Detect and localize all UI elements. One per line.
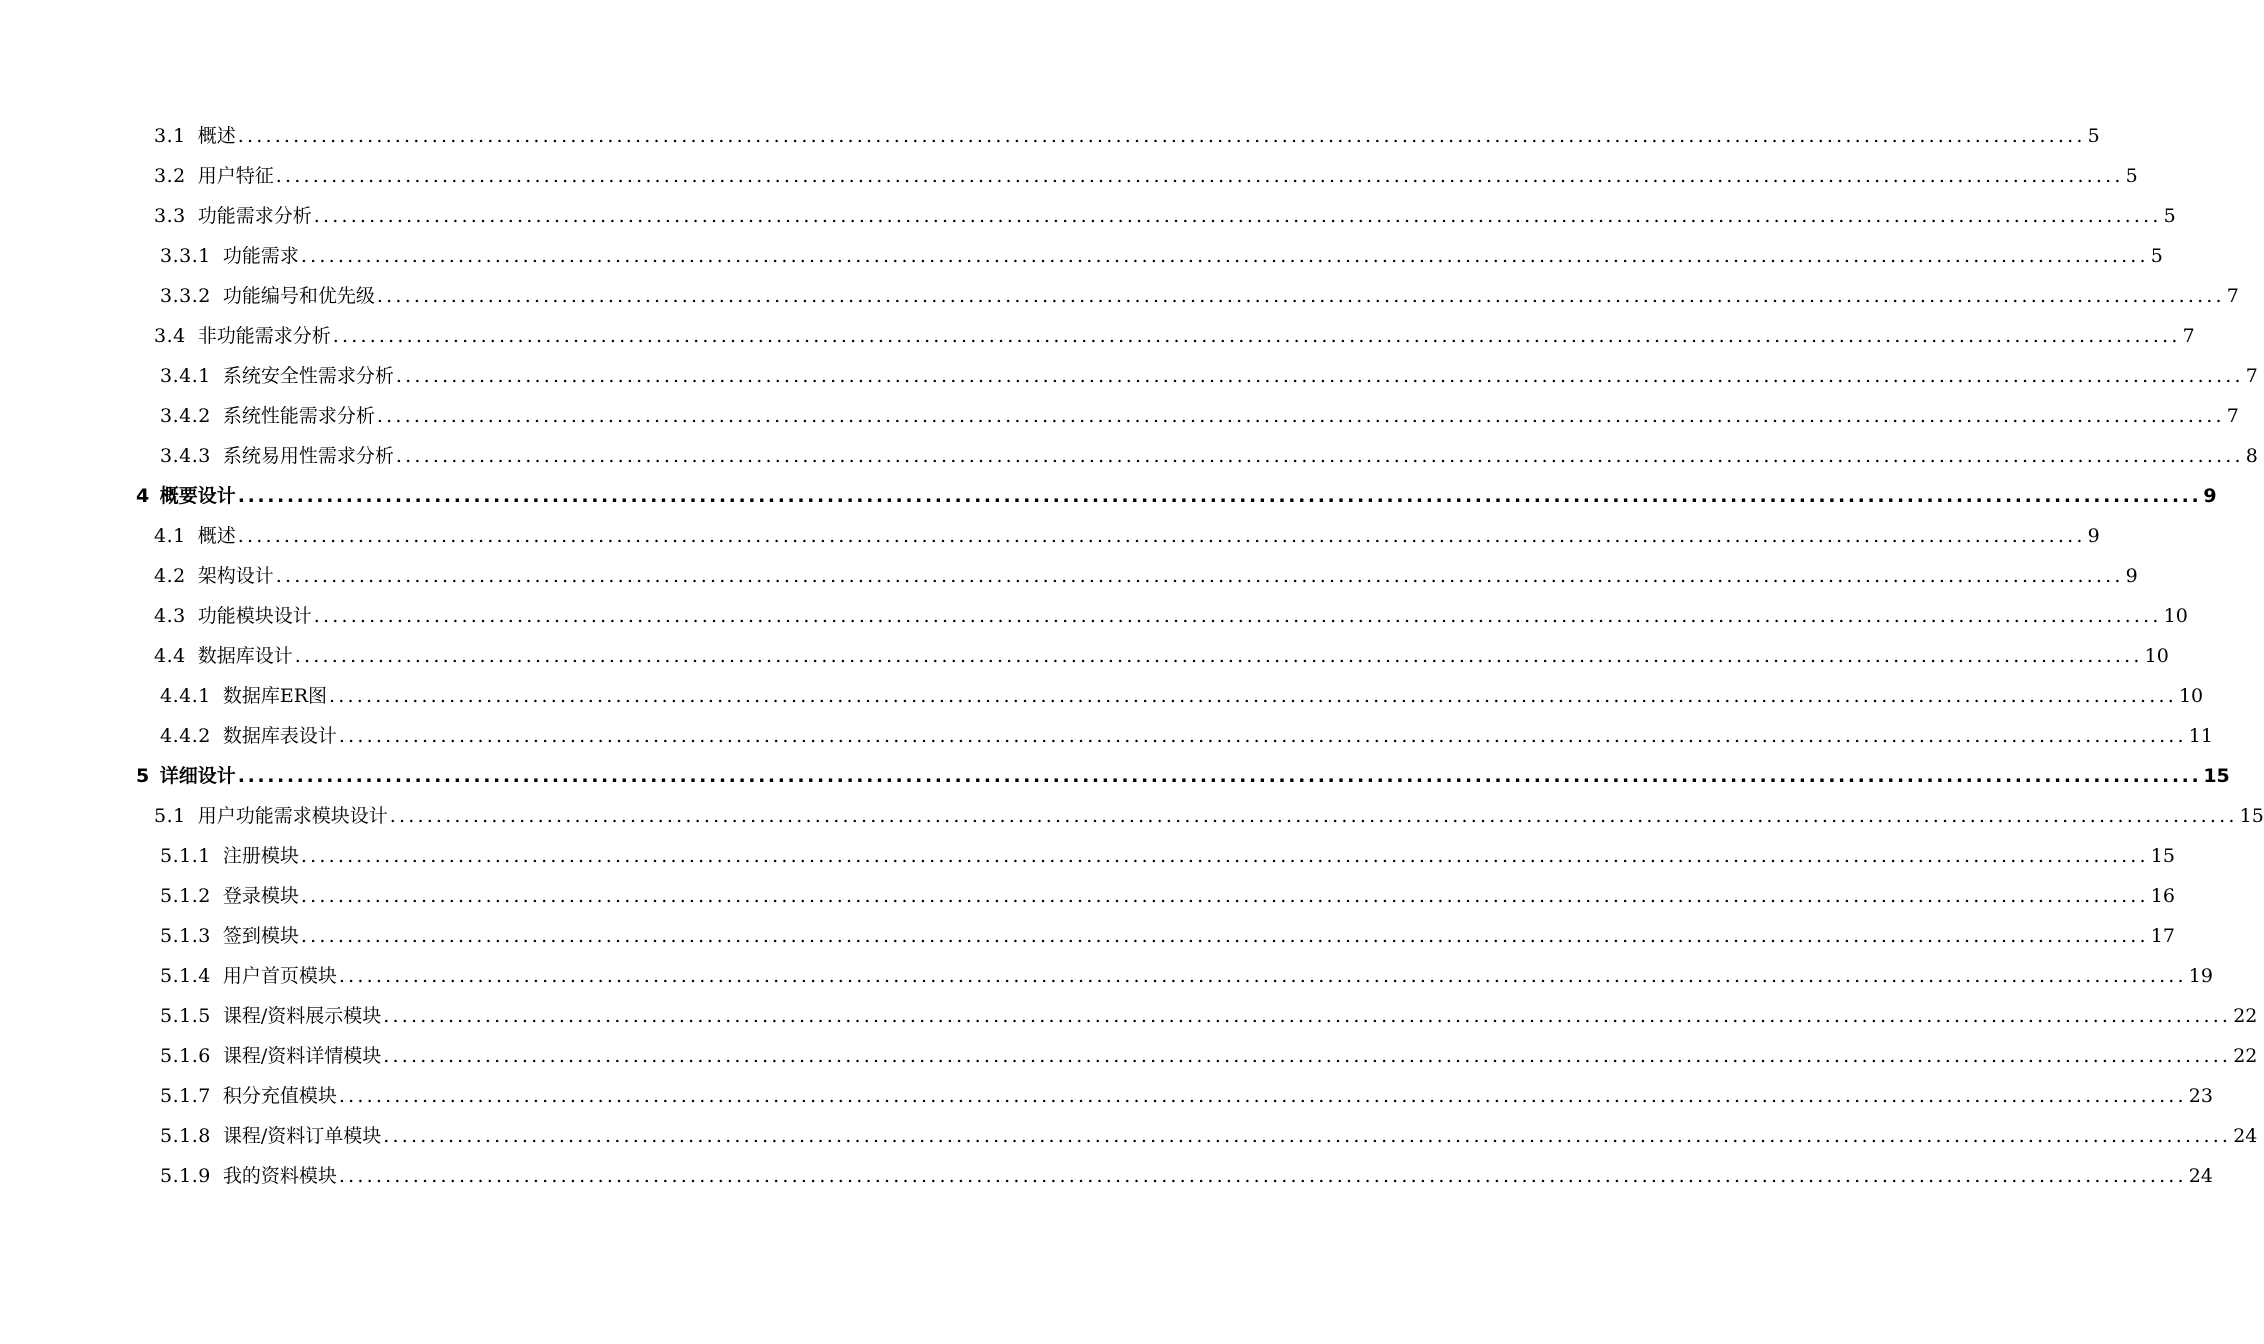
toc-entry-number: 3.1	[154, 125, 186, 147]
toc-dot-leader: ........................................................................................................................................................................................................	[237, 125, 2086, 147]
toc-entry-number: 5.1.8	[160, 1125, 211, 1147]
toc-entry-number: 3.4.3	[160, 445, 211, 467]
toc-entry-title: 用户功能需求模块设计	[197, 805, 388, 827]
toc-entry[interactable]	[0, 796, 2264, 836]
toc-entry[interactable]	[0, 1076, 2213, 1116]
toc-entry-number: 3.3.1	[160, 245, 211, 267]
toc-entry[interactable]	[0, 156, 2138, 196]
toc-entry[interactable]	[0, 1156, 2213, 1196]
toc-entry-title: 我的资料模块	[222, 1165, 337, 1187]
toc-entry-number: 4.4.1	[160, 685, 211, 707]
toc-dot-leader: ........................................................................................................................................................................................................	[383, 1045, 2232, 1067]
toc-entry-page-number: 15	[2239, 805, 2264, 827]
toc-dot-leader: ........................................................................................................................................................................................................	[389, 805, 2238, 827]
toc-entry[interactable]	[0, 116, 2100, 156]
toc-entry-page-number: 15	[2203, 765, 2230, 787]
toc-entry-title: 概要设计	[159, 485, 236, 507]
toc-entry-page-number: 10	[2178, 685, 2204, 707]
toc-entry-title: 数据库设计	[197, 645, 293, 667]
toc-entry-title: 系统性能需求分析	[222, 405, 375, 427]
toc-entry[interactable]	[0, 236, 2163, 276]
toc-entry[interactable]	[0, 836, 2175, 876]
toc-entry-page-number: 11	[2188, 725, 2213, 747]
toc-entry-page-number: 7	[2226, 405, 2239, 427]
toc-entry-page-number: 24	[2233, 1125, 2258, 1147]
toc-dot-leader: ........................................................................................................................................................................................................	[332, 325, 2181, 347]
toc-entry-page-number: 9	[2087, 525, 2100, 547]
toc-entry-number: 5.1.3	[160, 925, 211, 947]
toc-entry[interactable]	[0, 1116, 2258, 1156]
toc-entry[interactable]	[0, 956, 2213, 996]
toc-dot-leader: ........................................................................................................................................................................................................	[300, 885, 2149, 907]
toc-entry[interactable]	[0, 396, 2239, 436]
toc-entry-page-number: 5	[2163, 205, 2176, 227]
toc-entry-page-number: 7	[2226, 285, 2239, 307]
toc-entry-title: 系统安全性需求分析	[222, 365, 394, 387]
toc-entry-page-number: 23	[2188, 1085, 2213, 1107]
toc-entry[interactable]	[0, 276, 2239, 316]
toc-entry-number: 5.1	[154, 805, 186, 827]
toc-entry-title: 概述	[197, 125, 236, 147]
toc-dot-leader: ........................................................................................................................................................................................................	[338, 1085, 2187, 1107]
toc-entry-title: 课程/资料订单模块	[222, 1125, 382, 1147]
toc-dot-leader: ........................................................................................................................................................................................................	[338, 965, 2187, 987]
toc-entry-number: 5	[136, 765, 150, 787]
toc-entry-number: 3.4.2	[160, 405, 211, 427]
toc-dot-leader: ........................................................................................................................................................................................................	[237, 525, 2086, 547]
toc-entry-title: 登录模块	[222, 885, 299, 907]
toc-entry-page-number: 16	[2150, 885, 2175, 907]
toc-entry-title: 数据库ER图	[222, 685, 328, 707]
toc-entry[interactable]	[0, 996, 2258, 1036]
toc-dot-leader: ........................................................................................................................................................................................................	[395, 365, 2244, 387]
toc-entry-page-number: 7	[2182, 325, 2195, 347]
toc-entry-number: 4.2	[154, 565, 186, 587]
toc-entry-title: 功能编号和优先级	[222, 285, 375, 307]
toc-entry-page-number: 22	[2233, 1045, 2258, 1067]
toc-entry-title: 注册模块	[222, 845, 299, 867]
toc-entry-number: 5.1.5	[160, 1005, 211, 1027]
toc-dot-leader: ........................................................................................................................................................................................................	[313, 205, 2162, 227]
toc-entry-title: 课程/资料详情模块	[222, 1045, 382, 1067]
toc-entry-page-number: 19	[2188, 965, 2213, 987]
toc-entry-number: 3.2	[154, 165, 186, 187]
toc-entry-page-number: 5	[2150, 245, 2163, 267]
toc-entry-number: 3.4.1	[160, 365, 211, 387]
toc-entry-number: 4.4	[154, 645, 186, 667]
toc-entry-number: 5.1.2	[160, 885, 211, 907]
toc-entry-title: 课程/资料展示模块	[222, 1005, 382, 1027]
toc-dot-leader: ........................................................................................................................................................................................................	[300, 245, 2149, 267]
table-of-contents	[0, 116, 2264, 1196]
toc-dot-leader: ........................................................................................................................................................................................................	[338, 1165, 2187, 1187]
toc-entry-title: 系统易用性需求分析	[222, 445, 394, 467]
toc-entry-number: 3.3.2	[160, 285, 211, 307]
toc-entry-number: 5.1.6	[160, 1045, 211, 1067]
toc-entry-page-number: 5	[2087, 125, 2100, 147]
toc-entry[interactable]	[0, 716, 2213, 756]
toc-entry-title: 功能模块设计	[197, 605, 312, 627]
toc-entry-title: 功能需求	[222, 245, 299, 267]
toc-dot-leader: ........................................................................................................................................................................................................	[300, 925, 2149, 947]
toc-entry[interactable]	[0, 876, 2175, 916]
toc-dot-leader: ........................................................................................................................................................................................................	[275, 165, 2124, 187]
toc-entry[interactable]	[0, 596, 2188, 636]
toc-entry-page-number: 8	[2245, 445, 2258, 467]
toc-entry-number: 4.3	[154, 605, 186, 627]
toc-entry-title: 用户特征	[197, 165, 274, 187]
toc-entry-title: 概述	[197, 525, 236, 547]
toc-dot-leader: ........................................................................................................................................................................................................	[383, 1125, 2232, 1147]
toc-entry-page-number: 10	[2144, 645, 2169, 667]
toc-entry-page-number: 7	[2245, 365, 2258, 387]
toc-entry-number: 5.1.1	[160, 845, 211, 867]
toc-entry[interactable]	[0, 316, 2195, 356]
toc-entry[interactable]	[0, 756, 2230, 796]
toc-dot-leader: ........................................................................................................................................................................................................	[376, 405, 2225, 427]
toc-dot-leader: ........................................................................................................................................................................................................	[300, 845, 2149, 867]
toc-dot-leader: ........................................................................................................................................................................................................	[313, 605, 2162, 627]
toc-entry-page-number: 9	[2203, 485, 2217, 507]
toc-entry-number: 3.4	[154, 325, 186, 347]
toc-entry-title: 用户首页模块	[222, 965, 337, 987]
toc-entry[interactable]	[0, 1036, 2258, 1076]
toc-entry[interactable]	[0, 356, 2258, 396]
toc-entry-number: 3.3	[154, 205, 186, 227]
toc-entry-page-number: 10	[2163, 605, 2188, 627]
toc-entry-number: 4	[136, 485, 150, 507]
toc-entry-title: 积分充值模块	[222, 1085, 337, 1107]
toc-entry[interactable]	[0, 556, 2138, 596]
toc-entry-title: 非功能需求分析	[197, 325, 331, 347]
toc-dot-leader: ........................................................................................................................................................................................................	[395, 445, 2244, 467]
toc-dot-leader: ........................................................................................................................................................................................................	[237, 485, 2202, 507]
toc-entry-number: 4.4.2	[160, 725, 211, 747]
toc-entry-number: 5.1.9	[160, 1165, 211, 1187]
toc-entry-title: 签到模块	[222, 925, 299, 947]
toc-dot-leader: ........................................................................................................................................................................................................	[329, 685, 2177, 707]
toc-entry-page-number: 17	[2150, 925, 2175, 947]
toc-entry[interactable]	[0, 476, 2217, 516]
toc-entry[interactable]	[0, 676, 2204, 716]
toc-entry-number: 5.1.4	[160, 965, 211, 987]
toc-entry[interactable]	[0, 636, 2169, 676]
toc-entry[interactable]	[0, 916, 2175, 956]
toc-entry-page-number: 15	[2150, 845, 2175, 867]
toc-entry[interactable]	[0, 436, 2258, 476]
toc-entry[interactable]	[0, 196, 2176, 236]
toc-dot-leader: ........................................................................................................................................................................................................	[294, 645, 2143, 667]
toc-entry-page-number: 22	[2233, 1005, 2258, 1027]
toc-entry[interactable]	[0, 516, 2100, 556]
toc-entry-title: 详细设计	[159, 765, 236, 787]
toc-entry-page-number: 9	[2125, 565, 2138, 587]
toc-dot-leader: ........................................................................................................................................................................................................	[383, 1005, 2232, 1027]
toc-entry-number: 4.1	[154, 525, 186, 547]
toc-entry-page-number: 5	[2125, 165, 2138, 187]
toc-entry-title: 功能需求分析	[197, 205, 312, 227]
toc-entry-title: 数据库表设计	[222, 725, 337, 747]
toc-entry-number: 5.1.7	[160, 1085, 211, 1107]
toc-dot-leader: ........................................................................................................................................................................................................	[376, 285, 2225, 307]
toc-dot-leader: ........................................................................................................................................................................................................	[237, 765, 2202, 787]
toc-entry-title: 架构设计	[197, 565, 274, 587]
toc-entry-page-number: 24	[2188, 1165, 2213, 1187]
toc-dot-leader: ........................................................................................................................................................................................................	[275, 565, 2124, 587]
toc-dot-leader: ........................................................................................................................................................................................................	[338, 725, 2187, 747]
